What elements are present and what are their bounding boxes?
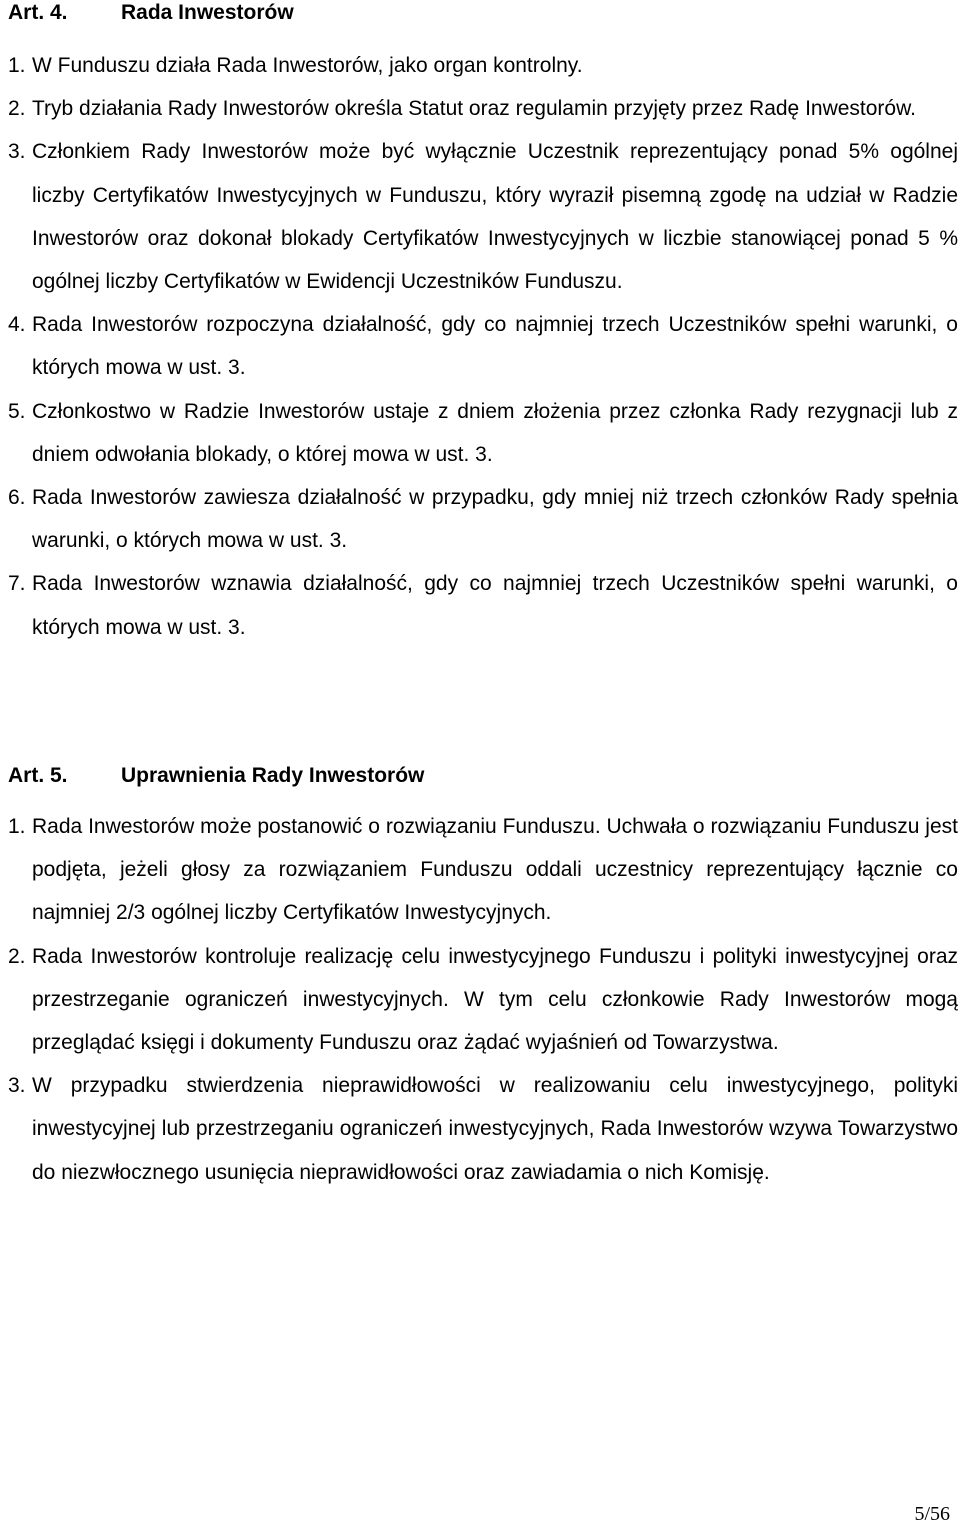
paragraph-text: Rada Inwestorów kontroluje realizację celu inwestycyjnego Funduszu i polityki inwestycyjnej oraz przestrzeganie ograniczeń inwestycyjnych. W tym celu członkowie Rady Inwestorów mogą przeglądać księgi i dokumenty Funduszu oraz żądać wyjaśnień od Towarzystwa. [32, 944, 958, 1055]
paragraph-text: Rada Inwestorów wznawia działalność, gdy co najmniej trzech Uczestników spełni warunki, o których mowa w ust. 3. [32, 572, 958, 639]
paragraph-text: Rada Inwestorów rozpoczyna działalność, gdy co najmniej trzech Uczestników spełni warunki, o których mowa w ust. 3. [32, 313, 958, 380]
article-4-paragraph-2 [0, 87, 958, 130]
paragraph-number: 5. [8, 399, 26, 423]
article-4-paragraph-6 [0, 476, 958, 562]
page-number: 5/56 [914, 1503, 950, 1525]
article-5-paragraph-3 [0, 1064, 958, 1194]
article-4 [0, 0, 960, 649]
article-4-paragraph-3 [0, 130, 958, 303]
paragraph-number: 6. [8, 486, 26, 510]
paragraph-number: 2. [8, 944, 26, 968]
article-5-paragraph-2 [0, 935, 958, 1065]
article-4-title: Rada Inwestorów [121, 1, 294, 24]
article-5-title: Uprawnienia Rady Inwestorów [121, 764, 425, 787]
article-4-paragraph-4 [0, 303, 958, 389]
article-5-paragraph-1 [0, 805, 958, 935]
paragraph-text: Członkostwo w Radzie Inwestorów ustaje z dniem złożenia przez członka Rady rezygnacji lub z dniem odwołania blokady, o której mowa w ust. 3. [32, 399, 958, 466]
paragraph-text: W Funduszu działa Rada Inwestorów, jako organ kontrolny. [32, 54, 583, 77]
paragraph-number: 4. [8, 313, 26, 337]
paragraph-text: Członkiem Rady Inwestorów może być wyłącznie Uczestnik reprezentujący ponad 5% ogólnej liczby Certyfikatów Inwestycyjnych w Funduszu, który wyraził pisemną zgodę na udział w Radzie Inwestorów oraz dokonał blokady Certyfikatów Inwestycyjnych w liczbie stanowiącej ponad 5 % ogólnej liczby Certyfikatów w Ewidencji Uczestników Funduszu. [32, 140, 958, 294]
paragraph-number: 1. [8, 815, 26, 838]
paragraph-number: 3. [8, 140, 26, 164]
article-5 [0, 763, 960, 1194]
article-5-heading [0, 763, 960, 789]
paragraph-text: Tryb działania Rady Inwestorów określa Statut oraz regulamin przyjęty przez Radę Inwestorów. [32, 97, 916, 121]
article-4-number: Art. 4. [8, 1, 68, 24]
article-4-paragraph-5 [0, 390, 958, 476]
article-4-heading [0, 0, 960, 26]
paragraph-number: 3. [8, 1074, 26, 1098]
article-5-number: Art. 5. [8, 764, 68, 787]
article-4-paragraph-1 [0, 44, 958, 87]
article-4-paragraph-7 [0, 562, 958, 648]
paragraph-number: 1. [8, 54, 26, 77]
paragraph-text: W przypadku stwierdzenia nieprawidłowości w realizowaniu celu inwestycyjnego, polityki inwestycyjnej lub przestrzeganiu ograniczeń inwestycyjnych, Rada Inwestorów wzywa Towarzystwo do niezwłocznego usunięcia nieprawidłowości oraz zawiadamia o nich Komisję. [32, 1074, 958, 1184]
paragraph-number: 2. [8, 97, 26, 121]
paragraph-text: Rada Inwestorów zawiesza działalność w przypadku, gdy mniej niż trzech członków Rady spełnia warunki, o których mowa w ust. 3. [32, 486, 958, 553]
paragraph-number: 7. [8, 572, 26, 596]
paragraph-text: Rada Inwestorów może postanowić o rozwiązaniu Funduszu. Uchwała o rozwiązaniu Funduszu jest podjęta, jeżeli głosy za rozwiązaniem Funduszu oddali uczestnicy reprezentujący łącznie co najmniej 2/3 ogólnej liczby Certyfikatów Inwestycyjnych. [32, 815, 958, 925]
